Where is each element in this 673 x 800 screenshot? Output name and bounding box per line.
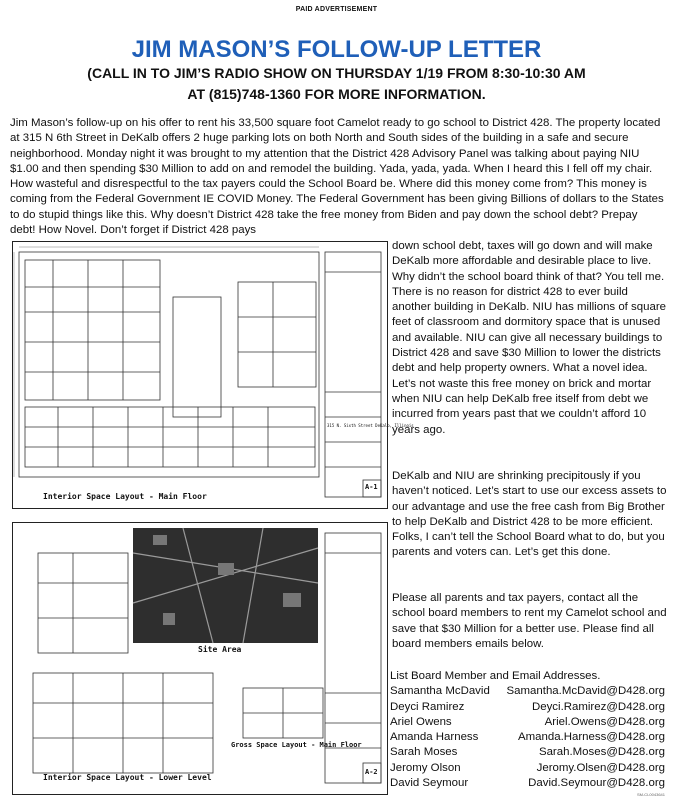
- member-email: Jeromy.Olsen@D428.org: [536, 761, 665, 774]
- list-item: [390, 715, 665, 730]
- member-email: David.Seymour@D428.org: [528, 777, 665, 790]
- member-name: Deyci Ramirez: [390, 700, 465, 713]
- member-name: Amanda Harness: [390, 731, 479, 744]
- list-item: [390, 761, 665, 776]
- member-name: Jeromy Olson: [390, 761, 461, 774]
- member-email: Samantha.McDavid@D428.org: [506, 685, 665, 698]
- main-floor-plan-drawing: [12, 241, 414, 509]
- list-item: [390, 745, 665, 760]
- footer-code: SM-CL0043641: [636, 792, 665, 797]
- lower-level-plan-drawing: [12, 522, 388, 795]
- subtitle-line-1: (CALL IN TO JIM’S RADIO SHOW ON THURSDAY 1/19 FROM 8:30-10:30 AM: [87, 65, 586, 81]
- member-email: Sarah.Moses@D428.org: [538, 746, 665, 759]
- list-item: [390, 730, 665, 745]
- list-item: [390, 776, 665, 791]
- subtitle-line-2: AT (815)748-1360 FOR MORE INFORMATION.: [187, 86, 486, 102]
- member-email: Deyci.Ramirez@D428.org: [531, 700, 665, 713]
- lower-level-sheet-number: A-2: [365, 768, 378, 776]
- site-area-caption: Site Area: [198, 645, 242, 654]
- lower-level-plan-svg: [13, 523, 387, 794]
- member-name: Sarah Moses: [390, 746, 458, 759]
- board-member-list: [390, 669, 665, 791]
- member-name: David Seymour: [390, 777, 469, 790]
- body-paragraph-1-continued: down school debt, taxes will go down and will make DeKalb more affordable and desirable place to live. Why didn’t the school board think of that? You tell me. There is no reason for district 428 to ever build another building in DeKalb. NIU has millions of square feet of classroom and dormitory space that is unused and available. NIU can give all necessary buildings to District 428 and save $30 Million to lower the districts debt and help property owners. What a novel idea. Let’s not waste this free money on brick and mortar when NIU can help DeKalb free itself from debt we incurred from years past that we couldn’t afford 10 years ago.: [392, 240, 667, 436]
- main-floor-sheet-number: A-1: [365, 483, 378, 491]
- list-item: [390, 684, 665, 699]
- member-name: Ariel Owens: [390, 715, 452, 728]
- main-floor-plan-svg: [13, 242, 387, 508]
- board-list-heading: List Board Member and Email Addresses.: [390, 670, 601, 682]
- paid-advertisement-label: PAID ADVERTISEMENT: [295, 6, 378, 13]
- member-email: Ariel.Owens@D428.org: [544, 715, 665, 728]
- page-title: JIM MASON’S FOLLOW-UP LETTER: [131, 36, 542, 63]
- member-name: Samantha McDavid: [390, 685, 490, 698]
- body-paragraph-1: Jim Mason’s follow-up on his offer to rent his 33,500 square foot Camelot ready to go school to District 428. The property located at 315 N 6th Street in DeKalb offers 2 huge parking lots on both North and South sides of the building in a safe and secure neighborhood. Monday night it was brought to my attention that the District 428 Advisory Panel was talking about paying NIU $1.00 and then spending $30 Million to add on and remodel the building. Yada, yada, yada. When I heard this I fell off my chair. How wasteful and disrespectful to the tax payers could the School Board be. Where did this money come from? This money is coming from the Federal Government IE COVID Money. The Federal Government has been giving Billions of dollars to the States to do stupid things like this. Why doesn’t District 428 take the free money from Biden and pay down the school debt? Prepay debt! How Novel. Don’t forget if District 428 pays: [10, 117, 664, 237]
- member-email: Amanda.Harness@D428.org: [517, 731, 665, 744]
- lower-level-caption: Interior Space Layout - Lower Level: [43, 773, 212, 782]
- list-item: [390, 700, 665, 715]
- gross-space-caption: Gross Space Layout - Main Floor: [231, 741, 362, 749]
- body-paragraph-3: Please all parents and tax payers, contact all the school board members to rent my Camelot school and save that $30 Million for a better use. Please find all board members emails below.: [392, 592, 667, 650]
- main-floor-address: 315 N. Sixth Street DeKalb, Illinois: [327, 423, 414, 428]
- main-floor-caption: Interior Space Layout - Main Floor: [43, 492, 207, 501]
- body-paragraph-2: DeKalb and NIU are shrinking precipitously if you haven’t noticed. Let’s start to use our excess assets to our advantage and use the free cash from Big Brother to help DeKalb and District 428 to be more efficient. Folks, I can’t tell the School Board what to do, but you parents and voters can. Let’s get this done.: [392, 470, 667, 559]
